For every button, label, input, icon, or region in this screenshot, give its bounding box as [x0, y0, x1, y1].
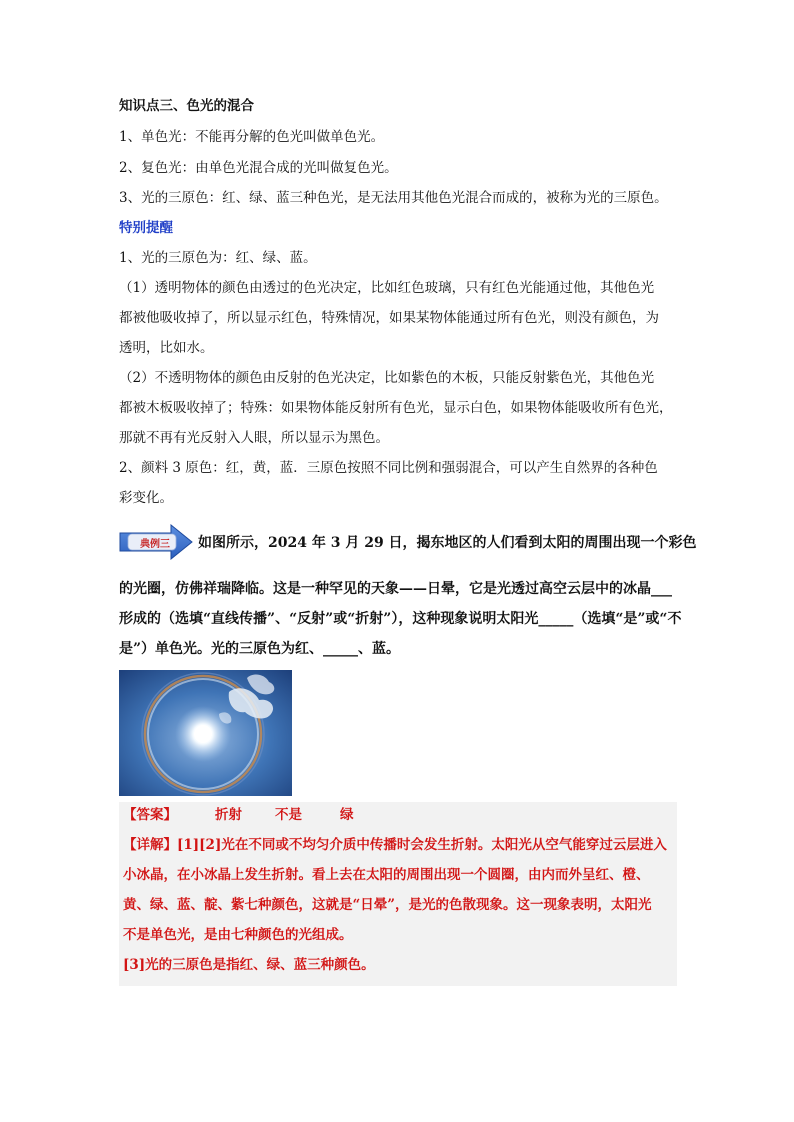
- detail-line: [3]光的三原色是指红、绿、蓝三种颜色。: [123, 957, 375, 973]
- answer-row: [123, 806, 354, 824]
- reminder-line: 那就不再有光反射入人眼，所以显示为黑色。: [119, 430, 389, 446]
- answer-value: 不是: [275, 807, 302, 823]
- detail-text: [1][2]光在不同或不均匀介质中传播时会发生折射。太阳光从空气能穿过云层进入: [177, 837, 667, 853]
- reminder-line: （1）透明物体的颜色由透过的色光决定，比如红色玻璃，只有红色光能通过他，其他色光: [119, 280, 655, 296]
- reminder-line: 都被他吸收掉了，所以显示红色，特殊情况，如果某物体能通过所有色光，则没有颜色，为: [119, 310, 659, 326]
- detail-line: 不是单色光，是由七种颜色的光组成。: [123, 927, 353, 943]
- reminder-title: 特别提醒: [119, 220, 173, 236]
- badge-label: 典例三: [140, 539, 170, 550]
- question-line: 是”）单色光。光的三原色为红、_____、蓝。: [119, 641, 401, 657]
- reminder-line: 2、颜料 3 原色：红，黄，蓝．三原色按照不同比例和强弱混合，可以产生自然界的各种色: [119, 460, 658, 476]
- reminder-line: 1、光的三原色为：红、绿、蓝。: [119, 250, 317, 266]
- detail-label: 【详解】: [123, 837, 177, 853]
- example-badge: [119, 524, 193, 560]
- answer-box: [119, 802, 677, 986]
- detail-line: 小冰晶，在小冰晶上发生折射。看上去在太阳的周围出现一个圆圈，由内而外呈红、橙、: [123, 867, 650, 883]
- detail-line: [123, 836, 667, 854]
- knowledge-item: 1、单色光：不能再分解的色光叫做单色光。: [119, 129, 385, 145]
- answer-label: 【答案】: [123, 807, 177, 823]
- sun-halo-photo: [119, 670, 292, 796]
- question-line: 形成的（选填“直线传播”、“反射”或“折射”），这种现象说明太阳光_____（选填“是”或“不: [119, 611, 682, 627]
- section-heading: 知识点三、色光的混合: [119, 98, 254, 114]
- knowledge-item: 2、复色光：由单色光混合成的光叫做复色光。: [119, 160, 398, 176]
- reminder-line: 彩变化。: [119, 490, 173, 506]
- reminder-line: 都被木板吸收掉了；特殊：如果物体能反射所有色光，显示白色，如果物体能吸收所有色光，: [119, 400, 673, 416]
- answer-value: 绿: [340, 807, 354, 823]
- detail-line: 黄、绿、蓝、靛、紫七种颜色，这就是“日晕”，是光的色散现象。这一现象表明，太阳光: [123, 897, 652, 913]
- question-line: 如图所示，2024 年 3 月 29 日，揭东地区的人们看到太阳的周围出现一个彩色: [198, 535, 697, 551]
- question-line: 的光圈，仿佛祥瑞降临。这是一种罕见的天象——日晕，它是光透过高空云层中的冰晶___: [119, 581, 672, 597]
- reminder-line: （2）不透明物体的颜色由反射的色光决定，比如紫色的木板，只能反射紫色光，其他色光: [119, 370, 655, 386]
- answer-value: 折射: [215, 807, 242, 823]
- reminder-line: 透明，比如水。: [119, 340, 214, 356]
- knowledge-item: 3、光的三原色：红、绿、蓝三种色光，是无法用其他色光混合而成的，被称为光的三原色。: [119, 190, 668, 206]
